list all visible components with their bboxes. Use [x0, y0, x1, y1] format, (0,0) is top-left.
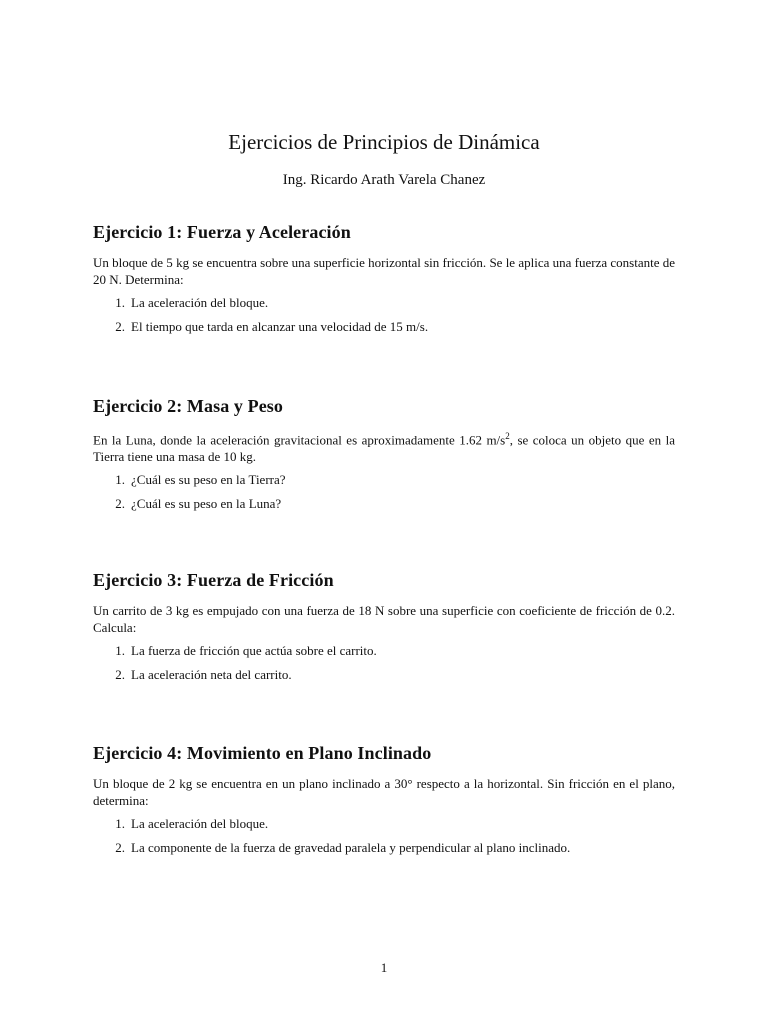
exercise-1 [93, 222, 675, 342]
list-item [93, 294, 675, 311]
list-item [93, 495, 675, 512]
exercise-question-list [93, 471, 675, 512]
exercise-statement: Un bloque de 2 kg se encuentra en un plano inclinado a 30° respecto a la horizontal. Sin fricción en el plano, determina: [93, 776, 675, 808]
exercise-2 [93, 396, 675, 519]
exercise-4 [93, 743, 675, 863]
exercise-statement: Un bloque de 5 kg se encuentra sobre una superficie horizontal sin fricción. Se le aplica una fuerza constante de 20 N. Determina: [93, 255, 675, 287]
exercise-statement: Un carrito de 3 kg es empujado con una fuerza de 18 N sobre una superficie con coeficiente de fricción de 0.2. Calcula: [93, 603, 675, 635]
list-item-text: La fuerza de fricción que actúa sobre el carrito. [131, 643, 377, 658]
list-item-text: La componente de la fuerza de gravedad paralela y perpendicular al plano inclinado. [131, 840, 571, 855]
exercise-question-list [93, 642, 675, 683]
statement-text: , se coloca un objeto que en la Tierra tiene una masa de 10 kg. [93, 432, 675, 465]
list-item-text: El tiempo que tarda en alcanzar una velocidad de 15 m/s. [131, 319, 429, 334]
list-item-text: ¿Cuál es su peso en la Tierra? [131, 472, 286, 488]
list-item [93, 666, 675, 683]
exercise-heading: Ejercicio 1: Fuerza y Aceleración [93, 222, 351, 242]
list-item-number: 2. [115, 319, 125, 334]
document-author: Ing. Ricardo Arath Varela Chanez [282, 172, 486, 188]
list-item-number: 1. [115, 472, 125, 488]
list-item-number: 1. [115, 643, 125, 658]
list-item [93, 318, 675, 335]
list-item [93, 815, 675, 832]
list-item [93, 642, 675, 659]
list-item [93, 839, 675, 856]
exercise-heading: Ejercicio 3: Fuerza de Fricción [93, 570, 334, 590]
exercise-question-list [93, 294, 675, 335]
exercise-statement [93, 428, 675, 465]
list-item-number: 2. [115, 840, 125, 855]
list-item-text: ¿Cuál es su peso en la Luna? [131, 496, 282, 512]
list-item-text: La aceleración del bloque. [131, 295, 269, 310]
list-item [93, 471, 675, 488]
exercise-heading: Ejercicio 2: Masa y Peso [93, 396, 284, 416]
superscript: 2 [505, 431, 510, 441]
document-title: Ejercicios de Principios de Dinámica [228, 130, 540, 154]
list-item-text: La aceleración del bloque. [131, 816, 269, 831]
list-item-number: 1. [115, 295, 125, 310]
list-item-text: La aceleración neta del carrito. [131, 667, 292, 682]
page-number: 1 [380, 960, 388, 975]
list-item-number: 2. [115, 496, 125, 512]
statement-text: En la Luna, donde la aceleración gravitacional es aproximadamente 1.62 m/s [93, 432, 506, 448]
exercise-heading: Ejercicio 4: Movimiento en Plano Inclinado [93, 743, 432, 763]
exercise-3 [93, 570, 675, 690]
exercise-question-list [93, 815, 675, 856]
list-item-number: 1. [115, 816, 125, 831]
list-item-number: 2. [115, 667, 125, 682]
